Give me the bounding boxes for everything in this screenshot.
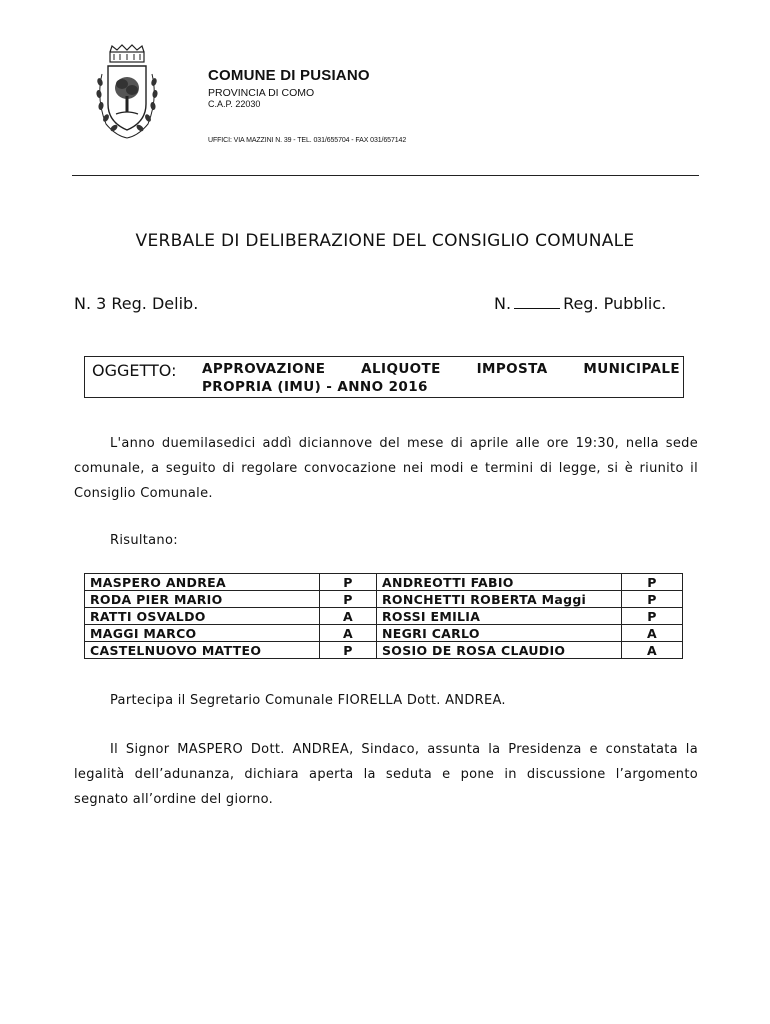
- member-name: CASTELNUOVO MATTEO: [85, 642, 320, 659]
- member-name: RATTI OSVALDO: [85, 608, 320, 625]
- reg-pubblic-suffix: Reg. Pubblic.: [563, 294, 667, 313]
- cap: C.A.P. 22030: [208, 99, 261, 109]
- coat-of-arms-logo: [92, 44, 162, 142]
- reg-pubblic-blank: [514, 294, 560, 309]
- member-name: RONCHETTI ROBERTA Maggi: [377, 591, 622, 608]
- oggetto-line-2: PROPRIA (IMU) - ANNO 2016: [202, 379, 428, 395]
- reg-pubblic: [494, 294, 666, 313]
- member-status: A: [320, 608, 377, 625]
- risultano-label: Risultano:: [110, 533, 178, 548]
- member-status: A: [622, 625, 683, 642]
- member-name: RODA PIER MARIO: [85, 591, 320, 608]
- uffici-contact: UFFICI: VIA MAZZINI N. 39 - TEL. 031/655704 - FAX 031/657142: [208, 137, 407, 144]
- provincia: PROVINCIA DI COMO: [208, 87, 315, 99]
- oggetto-text: [202, 360, 680, 396]
- oggetto-line-1: APPROVAZIONE ALIQUOTE IMPOSTA MUNICIPALE: [202, 361, 680, 377]
- member-name: MASPERO ANDREA: [85, 574, 320, 591]
- member-name: SOSIO DE ROSA CLAUDIO: [377, 642, 622, 659]
- member-status: P: [320, 574, 377, 591]
- attendance-table: [84, 573, 683, 659]
- table-row: [85, 591, 683, 608]
- segretario-paragraph: Partecipa il Segretario Comunale FIORELLA Dott. ANDREA.: [110, 693, 506, 708]
- table-row: [85, 642, 683, 659]
- member-status: P: [320, 591, 377, 608]
- member-status: P: [320, 642, 377, 659]
- member-status: A: [622, 642, 683, 659]
- reg-pubblic-prefix: N.: [494, 294, 512, 313]
- header-divider: [72, 175, 699, 176]
- member-name: ROSSI EMILIA: [377, 608, 622, 625]
- presidenza-paragraph: Il Signor MASPERO Dott. ANDREA, Sindaco, assunta la Presidenza e constatata la legalità dell’adunanza, dichiara aperta la seduta e pone in discussione l’argomento segnato all’ordine del giorno.: [74, 742, 698, 807]
- document-title: VERBALE DI DELIBERAZIONE DEL CONSIGLIO COMUNALE: [135, 231, 635, 251]
- member-name: ANDREOTTI FABIO: [377, 574, 622, 591]
- table-row: [85, 608, 683, 625]
- member-status: P: [622, 574, 683, 591]
- oggetto-label: OGGETTO:: [92, 361, 177, 380]
- member-name: MAGGI MARCO: [85, 625, 320, 642]
- member-status: P: [622, 608, 683, 625]
- reg-delib: N. 3 Reg. Delib.: [74, 294, 199, 313]
- member-status: A: [320, 625, 377, 642]
- table-row: [85, 625, 683, 642]
- oggetto-box: [84, 356, 684, 398]
- member-name: NEGRI CARLO: [377, 625, 622, 642]
- intro-paragraph: L'anno duemilasedici addì diciannove del mese di aprile alle ore 19:30, nella sede comunale, a seguito di regolare convocazione nei modi e termini di legge, si è riunito il Consiglio Comunale.: [74, 436, 698, 501]
- table-row: [85, 574, 683, 591]
- member-status: P: [622, 591, 683, 608]
- comune-name: COMUNE DI PUSIANO: [208, 67, 370, 84]
